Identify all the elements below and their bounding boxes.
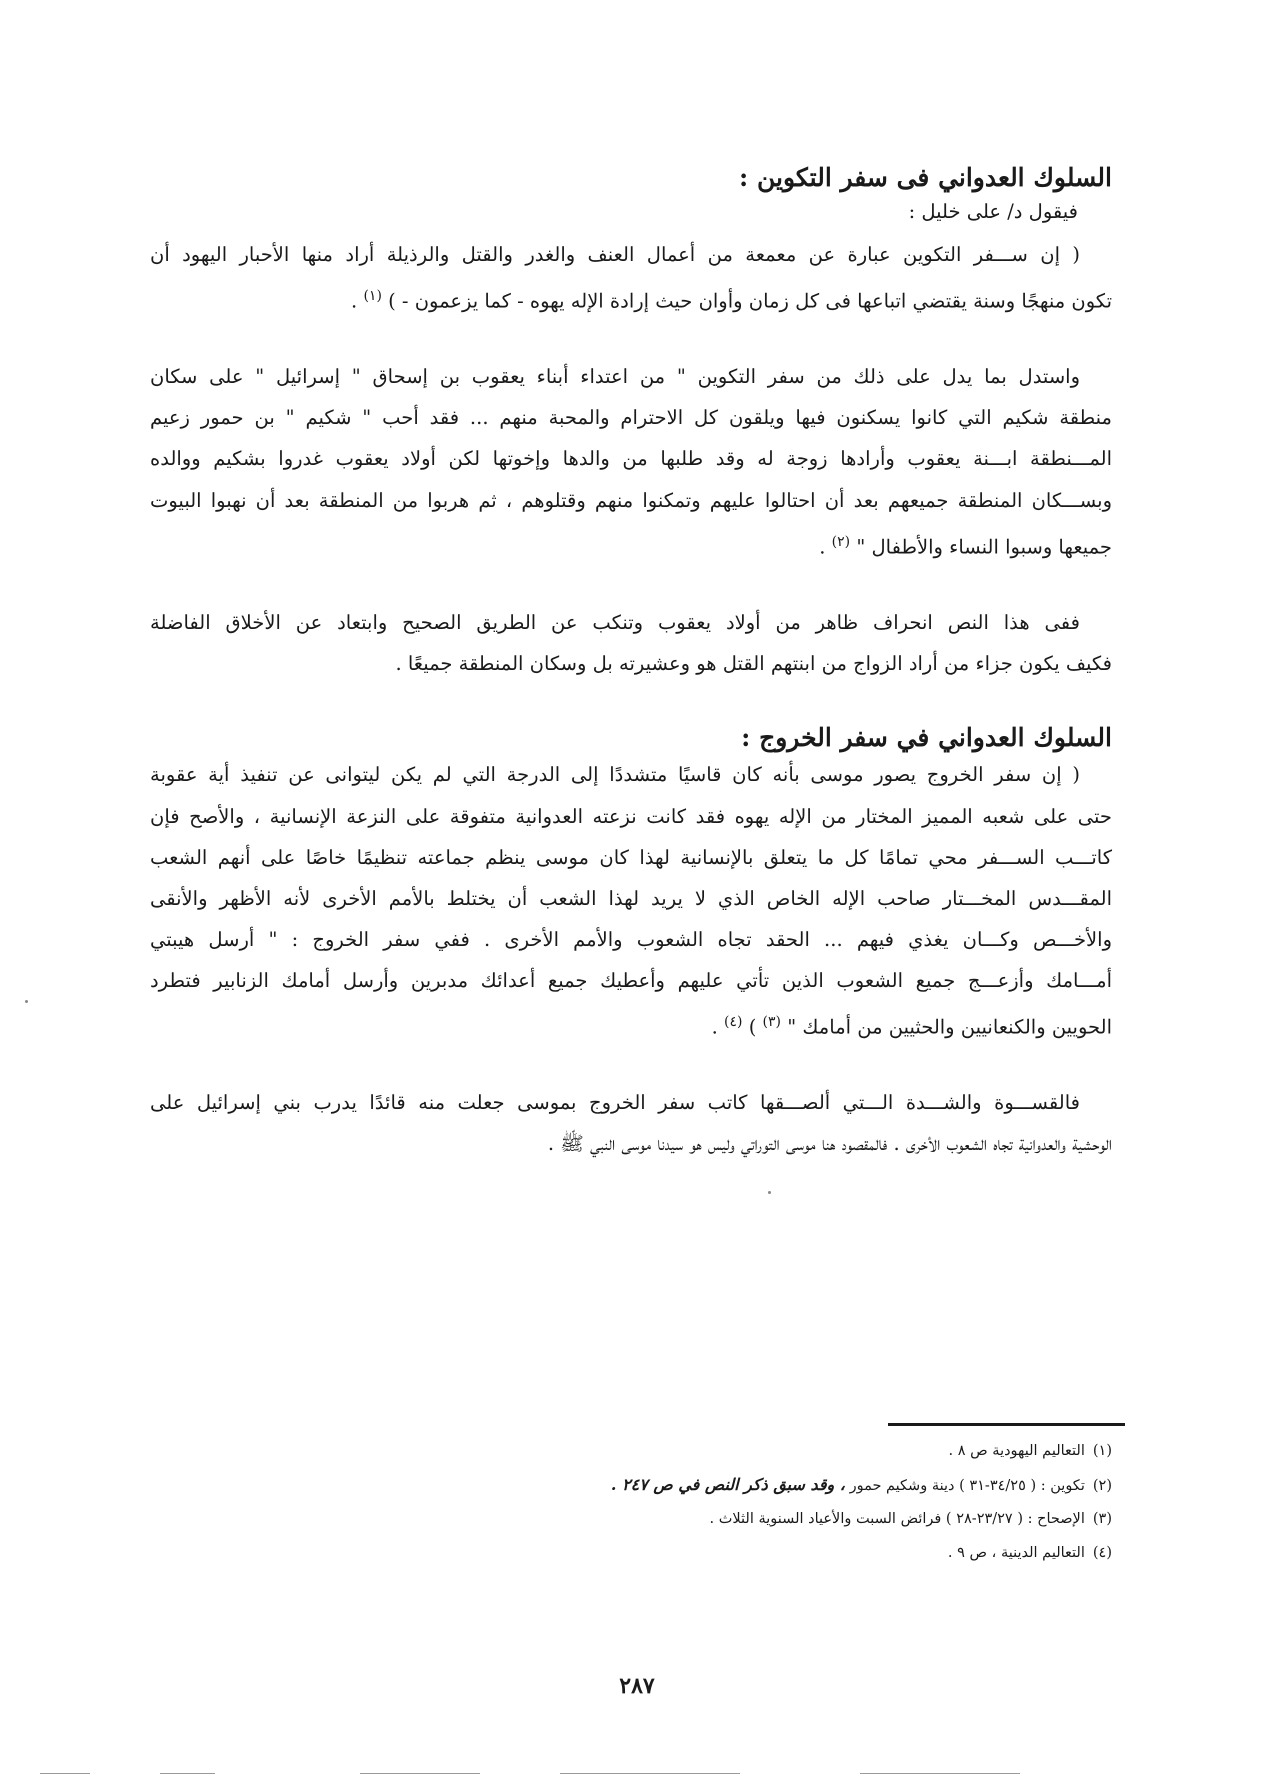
footnote-4: (٤)التعاليم الدينية ، ص ٩ .	[947, 1545, 1112, 1561]
footnote-divider	[888, 1423, 1125, 1426]
footnote-3: (٣)الإصحاح : ( ٢٣/٢٧-٢٨ ) فرائض السبت والأعياد السنوية الثلاث .	[709, 1511, 1112, 1527]
section1-para2-line-2: منطقة شكيم التي كانوا يسكنون فيها ويلقون كل الاحترام والمحبة منهم ... فقد أحب " شكيم " بن حمور زعيم	[150, 406, 1112, 429]
footnote-ref-1[interactable]: (١)	[363, 288, 382, 304]
page-number: ٢٨٧	[619, 1673, 655, 1699]
section1-quote-line-1: ( إن ســـفر التكوين عبارة عن معمعة من أعمال العنف والغدر والقتل والرذيلة أراد منها الأحبار اليهود أن	[150, 243, 1080, 266]
scan-edge-mark	[40, 1773, 90, 1774]
section1-para3-line-1: ففى هذا النص انحراف ظاهر من أولاد يعقوب وتنكب عن الطريق الصحيح وابتعاد عن الأخلاق الفاضلة	[150, 611, 1080, 634]
section1-para2-line-5: جميعها وسبوا النساء والأطفال " $^{(٢)}$ .	[819, 534, 1112, 559]
section1-heading: السلوك العدواني فى سفر التكوين :	[739, 163, 1112, 192]
scan-edge-mark	[160, 1773, 215, 1774]
scan-edge-mark	[860, 1773, 1020, 1774]
footnote-ref-3[interactable]: (٣)	[762, 1014, 781, 1030]
section1-quote-line-2: تكون منهجًا وسنة يقتضي اتباعها فى كل زمان وأوان حيث إرادة الإله يهوه - كما يزعمون - ) $^{(١)}$ .	[351, 288, 1112, 313]
scan-speck	[25, 1000, 28, 1003]
scan-edge-mark	[560, 1773, 740, 1774]
scan-edge-mark	[360, 1773, 480, 1774]
section2-quote-line-7: الحويين والكنعانيين والحثيين من أمامك " $^{(٣)}$ ) $^{(٤)}$ .	[711, 1014, 1112, 1039]
scan-speck	[768, 1191, 771, 1194]
section1-intro: فيقول د/ على خليل :	[908, 200, 1078, 223]
footnote-2: (٢)تكوين : ( ٣٤/٢٥-٣١ ) دينة وشكيم حمور ، وقد سبق ذكر النص في ص ٢٤٧ .	[610, 1475, 1112, 1494]
section1-para3-line-2: فكيف يكون جزاء من أراد الزواج من ابنتهم القتل هو وعشيرته بل وسكان المنطقة جميعًا .	[395, 652, 1112, 675]
section2-quote-line-5: والأخـــص وكـــان يغذي فيهم ... الحقد تجاه الشعوب والأمم الأخرى . ففي سفر الخروج : " أرسل هيبتي	[150, 928, 1112, 951]
section2-quote-line-4: المقـــدس المخـــتار صاحب الإله الخاص الذي لا يريد لهذا الشعب أن يختلط بالأمم الأخرى لأنه الأظهر والأنقى	[150, 887, 1112, 910]
section2-heading: السلوك العدواني في سفر الخروج :	[741, 723, 1112, 752]
section2-quote-line-6: أمـــامك وأزعـــج جميع الشعوب الذين تأتي عليهم وأعطيك جميع أعدائك مدبرين وأرسل أمامك الزنابير فتطرد	[150, 969, 1112, 992]
footnote-1: (١)التعاليم اليهودية ص ٨ .	[948, 1443, 1112, 1459]
section1-para2-line-3: المـــنطقة ابـــنة يعقوب وأرادها زوجة له وقد طلبها من والدها وإخوتها لكن أولاد يعقوب غدروا بشكيم ووالده	[150, 447, 1112, 470]
section2-para2-line-1: فالقســـوة والشـــدة الـــتي ألصـــقها كاتب سفر الخروج بموسى جعلت منه قائدًا يدرب بني إسرائيل على	[150, 1091, 1080, 1114]
section2-quote-line-2: حتى على شعبه المميز المختار من الإله يهوه فقد كانت نزعته العدوانية متفوقة على النزعة الإنسانية ، والأصح فإن	[150, 805, 1112, 828]
section2-quote-line-1: ( إن سفر الخروج يصور موسى بأنه كان قاسيًا متشددًا إلى الدرجة التي لم يكن ليتوانى عن تنفيذ أية عقوبة	[150, 763, 1080, 786]
section1-para2-line-1: واستدل بما يدل على ذلك من سفر التكوين " من اعتداء أبناء يعقوب بن إسحاق " إسرائيل " على سكان	[150, 365, 1080, 388]
section1-para2-line-4: وبســـكان المنطقة جميعهم بعد أن احتالوا عليهم وتمكنوا منهم وقتلوهم ، ثم هربوا من المنطقة بعد أن نهبوا البيوت	[150, 489, 1112, 512]
handwritten-note: ، وقد سبق ذكر النص في ص ٢٤٧ .	[610, 1475, 845, 1494]
section2-quote-line-3: كاتـــب الســـفر محي تمامًا كل ما يتعلق بالإنسانية لهذا كان موسى ينظم جماعته تنظيمًا خاصًا على أنهم الشعب	[150, 846, 1112, 869]
footnote-ref-2[interactable]: (٢)	[831, 534, 851, 550]
section2-para2-line-2: الوحشية والعدوانية تجاه الشعوب الأخرى . فالمقصود هنا موسى التوراتي وليس هو سيدنا موسى النبي ﷺ .	[547, 1132, 1112, 1155]
footnote-ref-4[interactable]: (٤)	[724, 1014, 743, 1030]
